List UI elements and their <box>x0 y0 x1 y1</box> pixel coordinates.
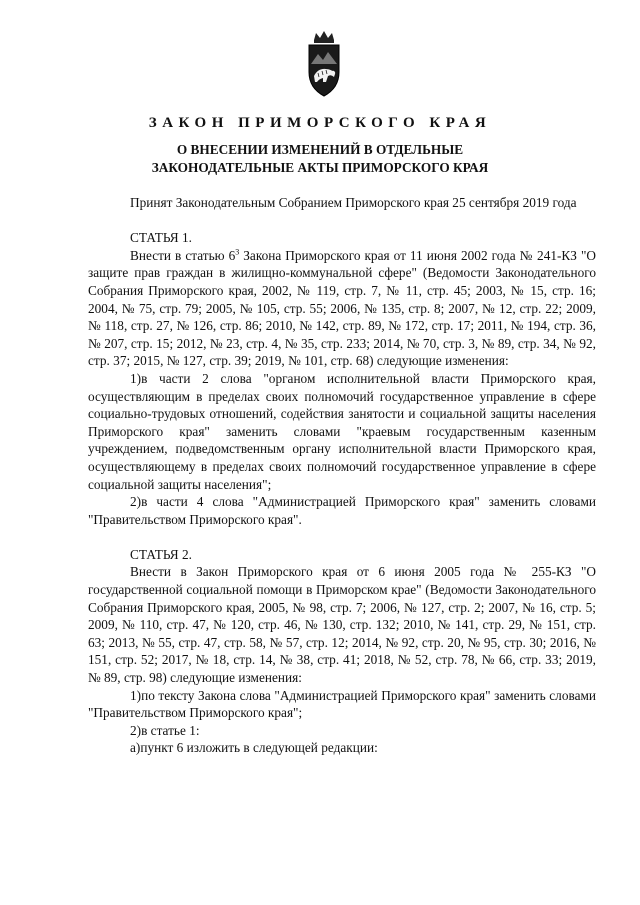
article-2-item-2a: а)пункт 6 изложить в следующей редакции: <box>130 740 378 756</box>
subtitle-line: О ВНЕСЕНИИ ИЗМЕНЕНИЙ В ОТДЕЛЬНЫЕ <box>176 142 464 157</box>
subtitle-line: ЗАКОНОДАТЕЛЬНЫЕ АКТЫ ПРИМОРСКОГО КРАЯ <box>151 159 489 175</box>
article-1-intro <box>88 247 596 370</box>
article-2-item-1: 1)по тексту Закона слова "Администрацией Приморского края" заменить словами "Правительством Приморского края"; <box>88 687 596 721</box>
article-number-superscript: 3 <box>235 247 240 257</box>
article-1-heading: СТАТЬЯ 1. <box>130 230 192 246</box>
article-1-item-1: 1)в части 2 слова "органом исполнительной власти Приморского края, осуществляющим в пределах своих полномочий государственное управление в сфере социально-трудовых отношений, содействия занятости и социальной защиты населения Приморского края" заменить словами "краевым государственным казенным учреждением, подведомственным органу исполнительной власти Приморского края, осуществляющему в пределах своих полномочий государственное управление в сфере социальной защиты населения"; <box>88 370 596 492</box>
adoption-statement: Принят Законодательным Собранием Приморского края 25 сентября 2019 года <box>130 195 577 210</box>
coat-of-arms-icon <box>304 30 344 100</box>
law-subtitle <box>0 141 640 176</box>
article-1-item-2: 2)в части 4 слова "Администрацией Приморского края" заменить словами "Правительством Приморского края". <box>88 494 596 527</box>
article-2-intro: Внести в Закон Приморского края от 6 июня 2005 года № 255-КЗ "О государственной социальной помощи в Приморском крае" (Ведомости Законодательного Собрания Приморского края, 2005, № 98, стр. 7; 2006, № 127, стр. 2; 2007, № 16, стр. 5; 2009, № 110, стр. 47, № 120, стр. 46, № 130, стр. 132; 2010, № 141, стр. 29, № 151, стр. 63; 2013, № 55, стр. 47, стр. 58, № 57, стр. 12; 2014, № 92, стр. 20, № 95, стр. 30; 2016, № 151, стр. 52; 2017, № 18, стр. 14, № 38, стр. 41; 2018, № 52, стр. 78, № 66, стр. 33; 2019, № 89, стр. 98) следующие изменения: <box>88 564 596 686</box>
article-1-intro-prefix: Внести в статью 6 <box>130 247 236 263</box>
law-title: ЗАКОН ПРИМОРСКОГО КРАЯ <box>148 115 492 131</box>
article-1-intro-text: Закона Приморского края от 11 июня 2002 года № 241-КЗ "О защите прав граждан в жилищно-коммунальной сфере" (Ведомости Законодательного Собрания Приморского края, 2002, № 119, стр. 7, № 11, стр. 45; 2003, № 15, стр. 16; 2004, № 75, стр. 79; 2005, № 105, стр. 55; 2006, № 135, стр. 8; 2007, № 12, стр. 22; 2009, № 118, стр. 27, № 126, стр. 86; 2010, № 142, стр. 89, № 172, стр. 17; 2011, № 194, стр. 36, № 207, стр. 15; 2012, № 23, стр. 4, № 35, стр. 233; 2014, № 70, стр. 3, № 89, стр. 34, № 92, стр. 37; 2015, № 127, стр. 39; 2019, № 101, стр. 68) следующие изменения: <box>88 247 597 369</box>
law-body <box>88 194 596 757</box>
article-2-heading: СТАТЬЯ 2. <box>130 546 192 562</box>
article-2-item-2: 2)в статье 1: <box>130 722 200 738</box>
